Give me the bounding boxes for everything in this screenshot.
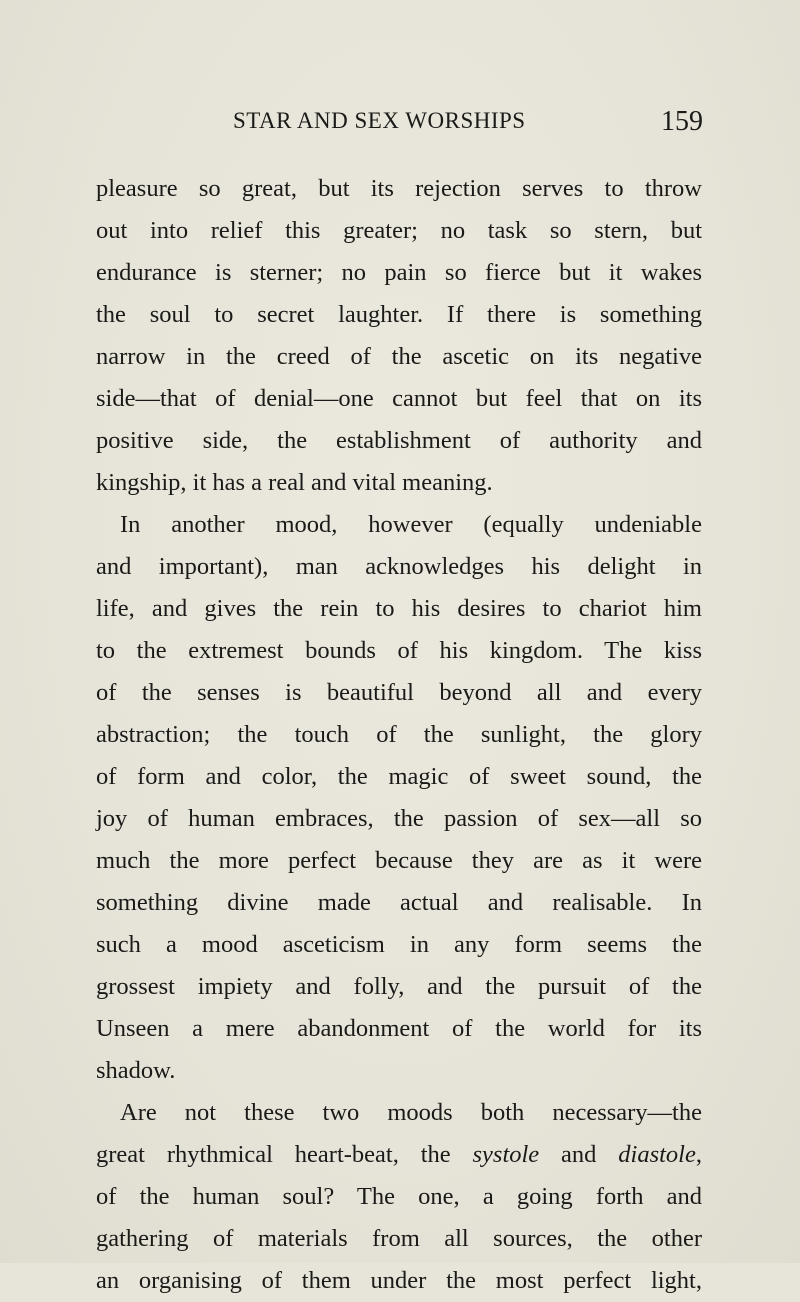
text-line: positive side, the establishment of authority and [96, 427, 702, 454]
text-line: kingship, it has a real and vital meaning. [96, 469, 493, 496]
text-line: much the more perfect because they are as it were [96, 847, 702, 874]
page-number: 159 [661, 106, 703, 137]
text-line: pleasure so great, but its rejection serves to throw [96, 175, 702, 202]
text-line: gathering of materials from all sources, the other [96, 1225, 702, 1252]
text-line: narrow in the creed of the ascetic on its negative [96, 343, 702, 370]
text-line: grossest impiety and folly, and the pursuit of the [96, 973, 702, 1000]
text-line: joy of human embraces, the passion of sex—all so [96, 805, 702, 832]
running-title: STAR AND SEX WORSHIPS [233, 108, 526, 133]
text-line: something divine made actual and realisable. In [96, 889, 702, 916]
text-line: an organising of them under the most perfect light, [96, 1267, 702, 1294]
text-line: endurance is sterner; no pain so fierce but it wakes [96, 259, 702, 286]
text-line: Are not these two moods both necessary—the [120, 1099, 702, 1126]
text-line: life, and gives the rein to his desires to chariot him [96, 595, 702, 622]
text-line: In another mood, however (equally undeniable [120, 511, 702, 538]
body-text [96, 168, 702, 1302]
text-segment: great rhythmical heart-beat, the [96, 1141, 473, 1168]
text-line [96, 1134, 702, 1176]
running-head [0, 108, 800, 138]
italic-term: diastole [618, 1141, 696, 1168]
text-line: of the senses is beautiful beyond all and every [96, 679, 702, 706]
italic-term: systole [472, 1141, 540, 1168]
text-line: shadow. [96, 1057, 176, 1084]
text-line: to the extremest bounds of his kingdom. The kiss [96, 637, 702, 664]
text-segment: , [695, 1141, 702, 1168]
text-line: of form and color, the magic of sweet sound, the [96, 763, 702, 790]
text-line: the soul to secret laughter. If there is something [96, 301, 702, 328]
text-line: and important), man acknowledges his delight in [96, 553, 702, 580]
text-line: Unseen a mere abandonment of the world for its [96, 1015, 702, 1042]
text-line: of the human soul? The one, a going forth and [96, 1183, 702, 1210]
text-line: side—that of denial—one cannot but feel that on its [96, 385, 702, 412]
text-line: abstraction; the touch of the sunlight, the glory [96, 721, 702, 748]
text-line: out into relief this greater; no task so stern, but [96, 217, 702, 244]
text-line: such a mood asceticism in any form seems the [96, 931, 702, 958]
text-segment: and [539, 1141, 619, 1168]
